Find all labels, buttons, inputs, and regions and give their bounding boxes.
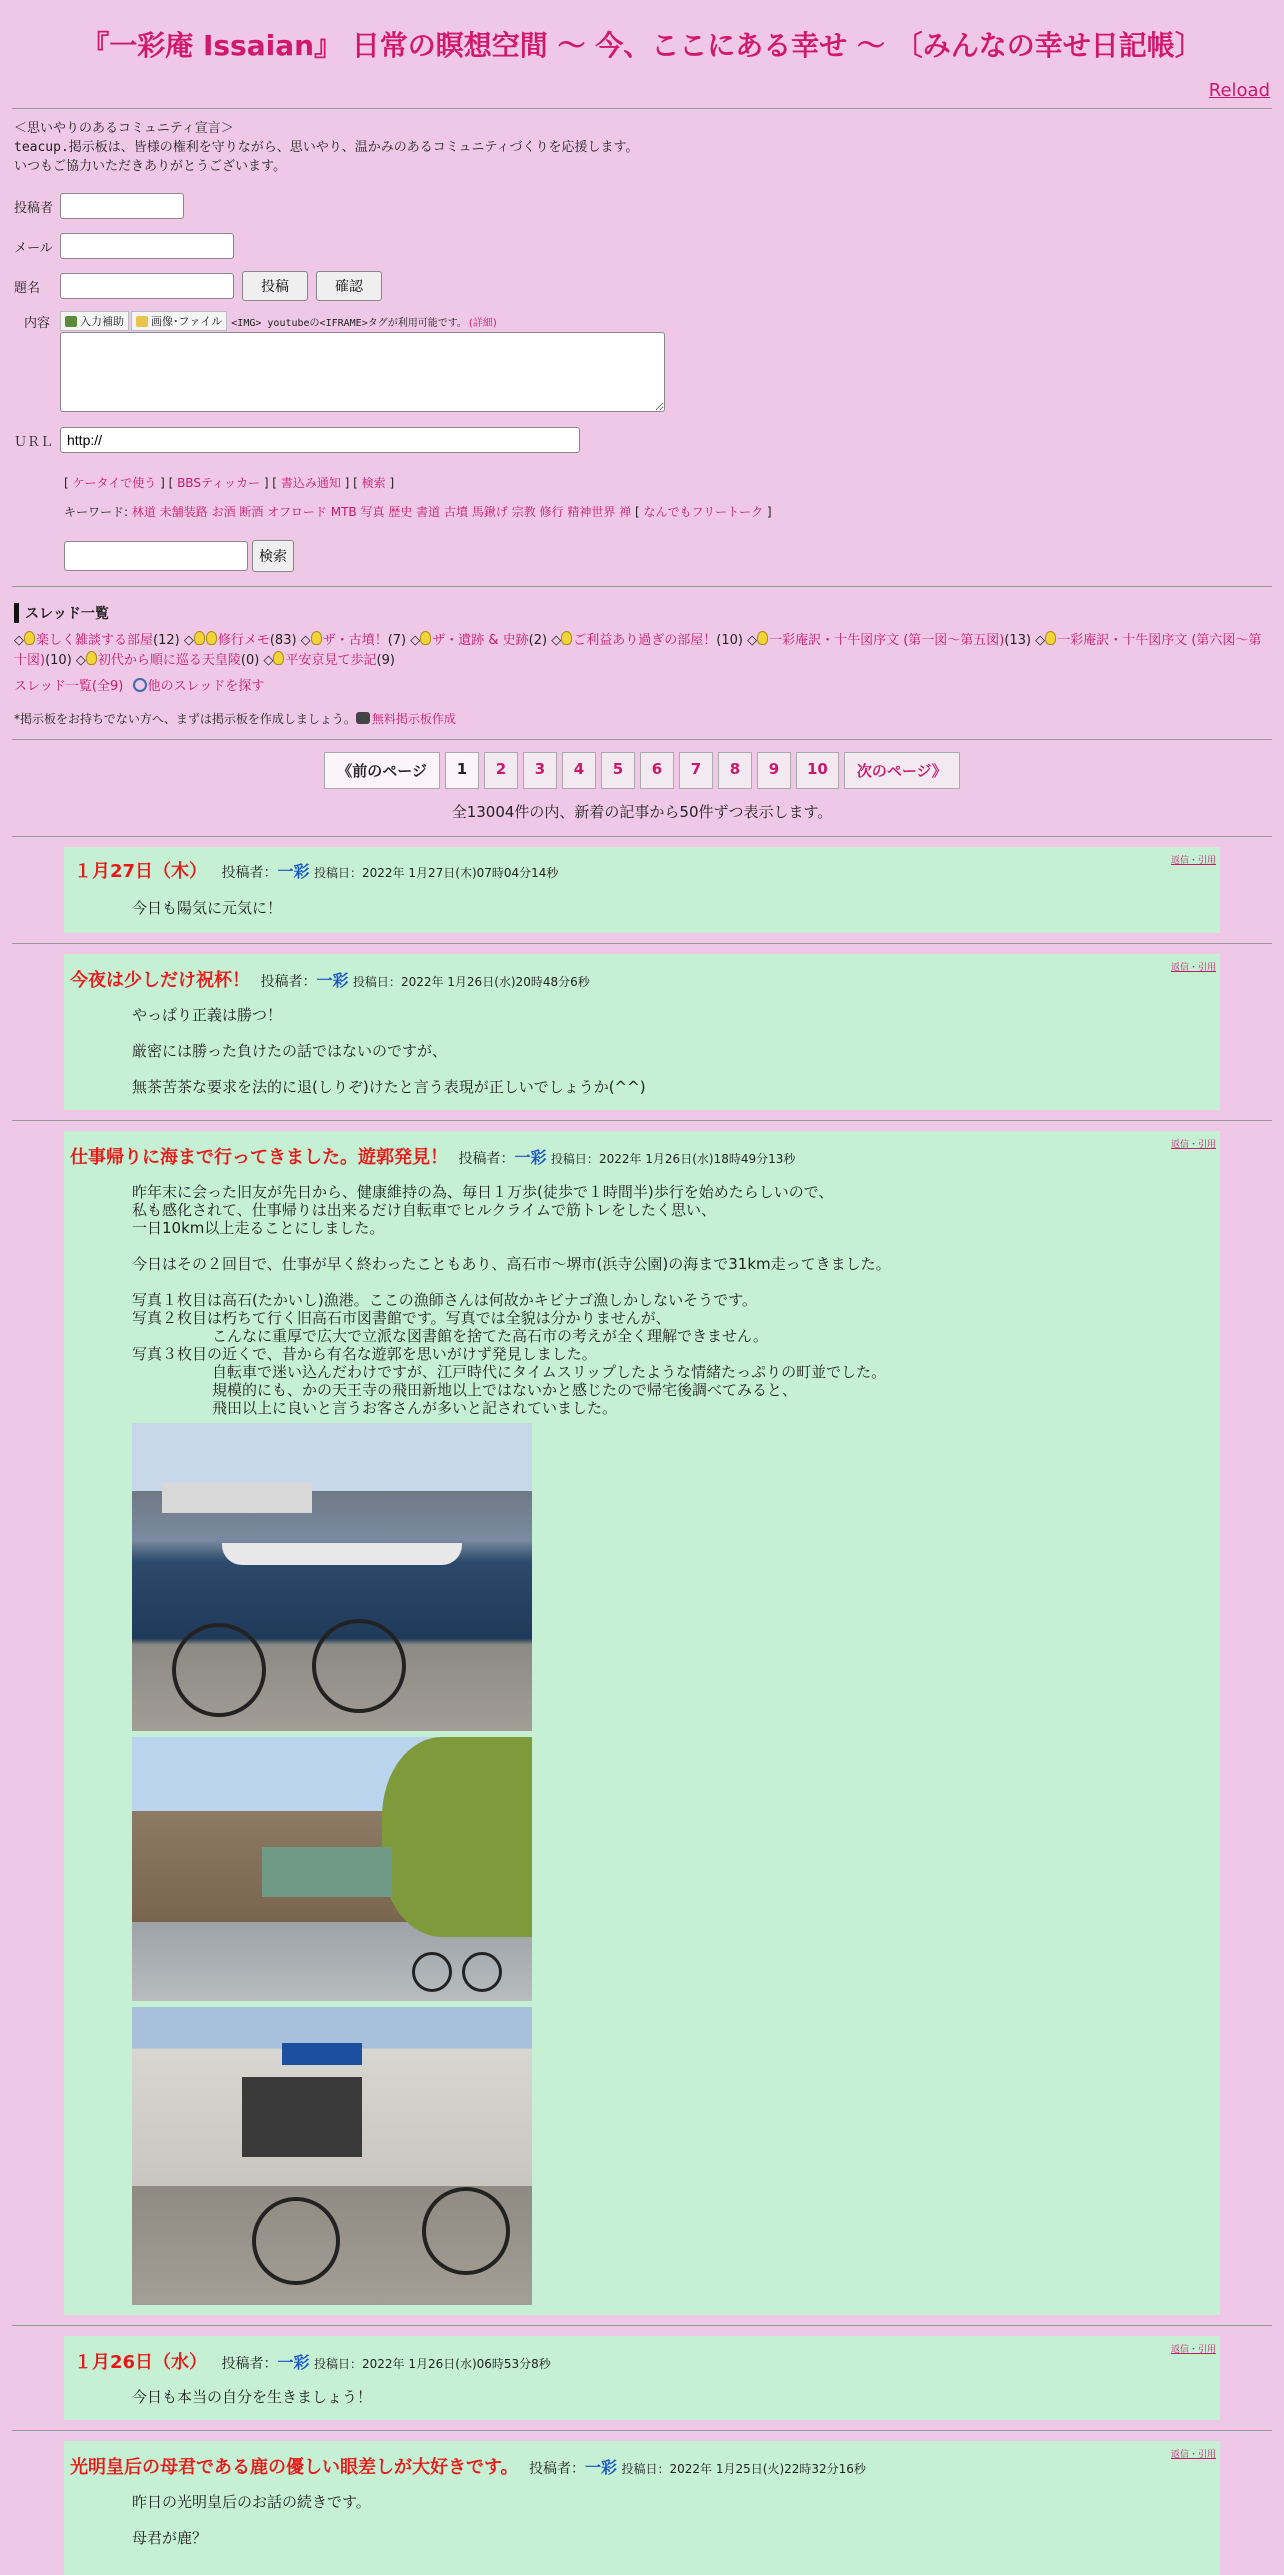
post-line: 飛田以上に良いと言うお客さんが多いと記されていました。 <box>212 1399 618 1417</box>
url-label: ＵＲＬ <box>14 434 54 450</box>
thread-count: (10) <box>45 653 72 668</box>
date-prefix: 投稿日： <box>550 1152 599 1166</box>
content-label: 内容 <box>24 316 51 331</box>
date-prefix: 投稿日： <box>313 2357 362 2371</box>
post-line: 厳密には勝った負けたの話ではないのですが、 <box>132 1042 448 1060</box>
thread-count: (9) <box>376 653 395 668</box>
date-prefix: 投稿日： <box>313 866 362 880</box>
thread-count: (2) <box>528 633 548 648</box>
photo-building <box>162 1483 312 1513</box>
url-input[interactable] <box>60 427 580 453</box>
divider <box>12 2325 1272 2326</box>
post-line: 今日も陽気に元気に！ <box>132 899 283 917</box>
photo-station[interactable] <box>132 2007 532 2305</box>
keyword-link[interactable]: お酒 <box>211 505 236 519</box>
post-line: 昨年末に会った旧友が先日から、健康維持の為、毎日１万歩(徒歩で１時間半)歩行を始めたらしいので、 <box>132 1183 834 1201</box>
post-line: やっぱり正義は勝つ！ <box>132 1006 283 1024</box>
pagination <box>0 752 1284 789</box>
post-form <box>14 186 1284 572</box>
post-line: 今日はその２回目で、仕事が早く終わったこともあり、高石市～堺市(浜寺公園)の海まで31km走ってきました。 <box>132 1255 891 1273</box>
search-button[interactable]: 検索 <box>252 540 294 572</box>
reply-link[interactable]: 返信・引用 <box>1170 2345 1216 2355</box>
keyword-link[interactable]: 宗教 <box>511 505 536 519</box>
page-link[interactable]: 5 <box>601 752 635 789</box>
reply-link[interactable]: 返信・引用 <box>1170 1140 1216 1150</box>
image-file-button[interactable] <box>131 311 227 331</box>
divider <box>12 943 1272 944</box>
photo-tree <box>382 1737 532 1937</box>
photo-station-sign <box>282 2043 362 2065</box>
tag-note: <IMG> youtubeの<IFRAME>タグが利用可能です。 <box>231 317 467 329</box>
keyword-link[interactable]: 断酒 <box>239 505 264 519</box>
page-title: 『一彩庵 Issaian』 日常の瞑想空間 ～ 今、ここにある幸せ ～ 〔みんなの幸せ日記帳〕 <box>81 29 1203 62</box>
declaration-line: teacup.掲示板は、皆様の権利を守りながら、思いやり、温かみのあるコミュニティづくりを応援します。 <box>14 140 639 155</box>
subject-input[interactable] <box>60 273 234 299</box>
prev-page-button[interactable]: 《前のページ <box>324 752 440 789</box>
bulb-icon <box>757 631 768 645</box>
thread-count: (7) <box>387 633 407 648</box>
bike-wheel <box>312 1619 406 1713</box>
photo-door <box>242 2077 362 2157</box>
page-link[interactable]: 7 <box>679 752 713 789</box>
keyword-link[interactable]: 書道 <box>416 505 441 519</box>
author-prefix: 投稿者： <box>221 865 278 881</box>
photo-library[interactable] <box>132 1737 532 2001</box>
post-date: 2022年 1月27日(木)07時04分14秒 <box>362 866 559 880</box>
post-count: 全13004件の内、新着の記事から50件ずつ表示します。 <box>451 803 833 821</box>
thread-link[interactable]: ザ・古墳！ <box>322 633 388 648</box>
ticker-link[interactable]: BBSティッカー <box>177 476 260 490</box>
page-link[interactable]: 8 <box>718 752 752 789</box>
bulb-icon <box>273 651 284 665</box>
keyword-link[interactable]: 歴史 <box>388 505 413 519</box>
post-line: 母君が鹿？ <box>132 2529 208 2547</box>
declaration-line: ＜思いやりのあるコミュニティ宣言＞ <box>14 121 234 136</box>
post-title: 仕事帰りに海まで行ってきました。遊郭発見！ <box>70 1147 448 1168</box>
post-author[interactable]: 一彩 <box>316 971 349 990</box>
thread-link[interactable]: 一彩庵訳・十牛図序文 (第六図～第十図) <box>14 633 1262 668</box>
photo-boat <box>222 1543 462 1565</box>
keyword-link[interactable]: 古墳 <box>444 505 469 519</box>
note-text: *掲示板をお持ちでない方へ、まずは掲示板を作成しましょう。 <box>14 712 356 726</box>
keyword-link[interactable]: 修行 <box>539 505 564 519</box>
create-board-link[interactable]: 無料掲示板作成 <box>371 712 456 726</box>
create-board-note <box>0 694 1284 739</box>
page-link[interactable]: 2 <box>484 752 518 789</box>
bulb-icon <box>1045 631 1056 645</box>
keyword-link[interactable]: 精神世界 <box>567 505 616 519</box>
post-date: 2022年 1月26日(水)06時53分8秒 <box>362 2357 551 2371</box>
photo-entrance <box>262 1847 392 1897</box>
keyword-label: キーワード: <box>64 505 129 519</box>
divider <box>12 739 1272 740</box>
keyword-link[interactable]: オフロード <box>267 505 327 519</box>
keyword-link[interactable]: 未舗装路 <box>159 505 208 519</box>
image-file-label: 画像･ファイル <box>151 315 223 328</box>
bike-wheel <box>172 1623 266 1717</box>
keyword-list: キーワード: 林道 未舗装路 お酒 断酒 オフロード MTB 写真 歴史 書道 古墳 馬鍬げ 宗教 修行 精神世界 禅 [ なんでもフリートーク ] <box>64 505 772 519</box>
post-button[interactable]: 投稿 <box>242 271 308 301</box>
page-link[interactable]: 3 <box>523 752 557 789</box>
page-link[interactable]: 6 <box>640 752 674 789</box>
bulb-icon <box>194 631 205 645</box>
date-prefix: 投稿日： <box>621 2462 670 2476</box>
post-line: こんなに重厚で広大で立派な図書館を捨てた高石市の考えが全く理解できません。 <box>212 1327 768 1345</box>
post-title: 光明皇后の母君である鹿の優しい眼差しが大好きです。 <box>70 2457 519 2478</box>
bike-wheel <box>462 1952 502 1992</box>
thread-count: (13) <box>1004 633 1032 648</box>
post-title: １月27日（木） <box>74 861 208 882</box>
board-icon <box>356 712 370 724</box>
thread-heading: スレッド一覧 <box>14 603 1270 623</box>
bulb-icon <box>420 631 431 645</box>
post-author[interactable]: 一彩 <box>277 2353 310 2372</box>
next-page-button[interactable]: 次のページ》 <box>844 752 960 789</box>
confirm-button[interactable]: 確認 <box>316 271 382 301</box>
bike-wheel <box>412 1952 452 1992</box>
post <box>64 954 1220 1110</box>
thread-link[interactable]: ザ・遺跡 & 史跡 <box>432 633 529 648</box>
keyword-link[interactable]: 写真 <box>360 505 385 519</box>
mail-label: メール <box>14 240 53 256</box>
post <box>64 2441 1220 2575</box>
keyword-link[interactable]: 林道 <box>131 505 156 519</box>
reload-link[interactable]: Reload <box>1208 80 1270 101</box>
thread-list: ◇ 楽しく雑談する部屋(12) ◇ 修行メモ(83) ◇ ザ・古墳！(7) ◇ ザ・遺跡 & 史跡(2) ◇ ご利益あり過ぎの部屋！(10) ◇ 一彩庵訳・十牛図序文 (第一図～第五図)(13) ◇ 一彩庵訳・十牛図序文 (第六図～第十図)(10) ◇ 初代から順に巡る天皇陵(0) ◇ 平安京見て歩記(9) <box>14 633 1262 668</box>
reply-link[interactable]: 返信・引用 <box>1170 2450 1216 2460</box>
bulb-icon <box>206 631 217 645</box>
bulb-icon <box>561 631 572 645</box>
thread-count: (83) <box>269 633 297 648</box>
search-link[interactable]: 検索 <box>361 476 386 490</box>
thread-link[interactable]: 一彩庵訳・十牛図序文 (第一図～第五図) <box>769 633 1005 648</box>
bulb-icon <box>24 631 35 645</box>
post <box>64 1131 1220 2315</box>
input-assist-button[interactable] <box>60 311 129 331</box>
thread-link[interactable]: 楽しく雑談する部屋 <box>36 633 154 648</box>
author-prefix: 投稿者： <box>260 974 317 990</box>
post-date: 2022年 1月26日(水)20時48分6秒 <box>400 975 590 989</box>
notify-link[interactable]: 書込み通知 <box>280 476 341 490</box>
reply-link[interactable]: 返信・引用 <box>1170 856 1216 866</box>
page-link[interactable]: 4 <box>562 752 596 789</box>
tag-detail-link[interactable]: (詳細) <box>468 317 497 329</box>
folder-icon <box>136 316 148 327</box>
divider <box>12 1120 1272 1121</box>
post-author[interactable]: 一彩 <box>277 862 310 881</box>
post-line: 無茶苦茶な要求を法的に退(しりぞ)けたと言う表現が正しいでしょうか(^^) <box>132 1078 646 1096</box>
post <box>64 2336 1220 2420</box>
post-date: 2022年 1月25日(火)22時32分16秒 <box>669 2462 866 2476</box>
content-textarea[interactable] <box>60 332 665 412</box>
subject-label: 題名 <box>14 280 41 296</box>
search-input[interactable] <box>64 541 248 571</box>
post-line: 写真３枚目の近くで、昔から有名な遊郭を思いがけず発見しました。 <box>132 1345 597 1363</box>
post-line: 写真１枚目は高石(たかいし)漁港。ここの漁師さんは何故かキビナゴ漁しかしないそうです。 <box>132 1291 757 1309</box>
keyword-link[interactable]: 禅 <box>619 505 632 519</box>
post-author[interactable]: 一彩 <box>585 2458 618 2477</box>
author-input[interactable] <box>60 193 184 219</box>
divider <box>12 836 1272 837</box>
date-prefix: 投稿日： <box>352 975 401 989</box>
post-author[interactable]: 一彩 <box>514 1148 547 1167</box>
post-date: 2022年 1月26日(水)18時49分13秒 <box>598 1152 796 1166</box>
bike-wheel <box>422 2187 510 2275</box>
reply-link[interactable]: 返信・引用 <box>1170 963 1216 973</box>
thread-section <box>0 587 1284 694</box>
post-line: 自転車で迷い込んだわけですが、江戸時代にタイムスリップしたような情緒たっぷりの町並でした。 <box>212 1363 887 1381</box>
author-prefix: 投稿者： <box>529 2461 586 2477</box>
post-line: 今日も本当の自分を生きましょう！ <box>132 2388 373 2406</box>
magnifier-icon <box>133 678 147 692</box>
divider <box>12 2430 1272 2431</box>
thread-count: (10) <box>716 633 743 648</box>
author-label: 投稿者 <box>14 200 54 216</box>
mail-input[interactable] <box>60 233 234 259</box>
post <box>64 847 1220 933</box>
post-line: 写真２枚目は朽ちて行く旧高石市図書館です。写真では全貌は分かりませんが、 <box>132 1309 671 1327</box>
bulb-icon <box>311 631 322 645</box>
all-threads-link[interactable]: スレッド一覧(全9) <box>14 679 124 694</box>
community-declaration <box>0 109 1284 182</box>
mobile-link[interactable]: ケータイで使う <box>72 476 157 490</box>
keyword-free-link[interactable]: なんでもフリートーク <box>643 505 764 519</box>
thread-link[interactable]: 初代から順に巡る天皇陵 <box>97 653 241 668</box>
keyword-link[interactable]: MTB <box>330 505 357 519</box>
post-line: 昨日の光明皇后のお話の続きです。 <box>132 2493 371 2511</box>
author-prefix: 投稿者： <box>221 2356 278 2372</box>
page-current: 1 <box>445 752 479 789</box>
input-assist-label: 入力補助 <box>80 315 124 328</box>
keyword-link[interactable]: 馬鍬げ <box>471 505 508 519</box>
post-line: 私も感化されて、仕事帰りは出来るだけ自転車でヒルクライムで筋トレをしたく思い、 <box>132 1201 716 1219</box>
thread-link[interactable]: 平安京見て歩記 <box>285 653 377 668</box>
post-line: 一日10km以上走ることにしました。 <box>132 1219 385 1237</box>
thread-count: (12) <box>153 633 180 648</box>
bike-wheel <box>252 2197 340 2285</box>
declaration-line: いつもご協力いただきありがとうございます。 <box>14 159 286 174</box>
photo-fishing-port[interactable] <box>132 1423 532 1731</box>
post-line: 規模的にも、かの天王寺の飛田新地以上ではないかと感じたので帰宅後調べてみると、 <box>212 1381 798 1399</box>
author-prefix: 投稿者： <box>458 1151 515 1167</box>
post-title: 今夜は少しだけ祝杯！ <box>70 970 250 991</box>
thread-count: (0) <box>240 653 260 668</box>
find-threads-link[interactable]: 他のスレッドを探す <box>147 679 265 694</box>
thread-link[interactable]: ご利益あり過ぎの部屋！ <box>573 633 717 648</box>
utility-links: [ ケータイで使う ] [ BBSティッカー ] [ 書込み通知 ] [ 検索 ] <box>64 476 395 490</box>
post-title: １月26日（水） <box>74 2352 208 2373</box>
thread-link[interactable]: 修行メモ <box>217 633 270 648</box>
page-link[interactable]: 9 <box>757 752 791 789</box>
page-link[interactable]: 10 <box>796 752 839 789</box>
bulb-icon <box>86 651 97 665</box>
